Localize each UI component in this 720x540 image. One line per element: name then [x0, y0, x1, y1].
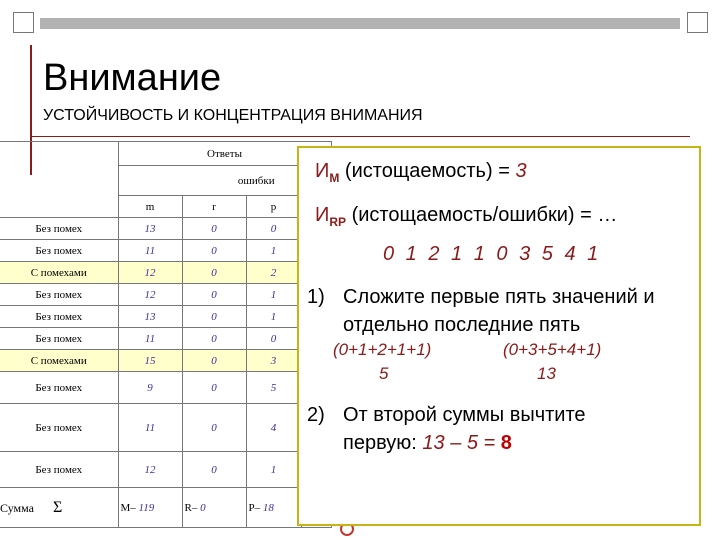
table-row — [0, 404, 331, 452]
header-bar — [40, 18, 680, 29]
sum-label-cell — [0, 488, 118, 528]
row-m: 15 — [118, 350, 182, 372]
row-label: Без помех — [0, 240, 118, 262]
sum-last-value: 13 — [537, 364, 556, 383]
row-m: 13 — [118, 218, 182, 240]
row-p: 1 — [246, 452, 301, 488]
table-row — [0, 284, 331, 306]
row-p: 1 — [246, 306, 301, 328]
slide-title: Внимание — [43, 57, 222, 99]
accent-horizontal-line — [30, 136, 690, 137]
row-label: Без помех — [0, 404, 118, 452]
table-row — [0, 372, 331, 404]
results-table — [0, 141, 332, 528]
row-r: 0 — [182, 350, 246, 372]
sum-last-expression: (0+3+5+4+1) — [503, 340, 602, 359]
row-label: С помехами — [0, 350, 118, 372]
header-col-m: m — [118, 196, 182, 218]
header-col-p: p — [246, 196, 301, 218]
row-label: Без помех — [0, 306, 118, 328]
sum-first-value: 5 — [379, 364, 389, 383]
step2-number: 2) — [307, 404, 325, 426]
row-p: 5 — [246, 372, 301, 404]
table-header-row-1 — [0, 142, 331, 166]
row-r: 0 — [182, 218, 246, 240]
table-row — [0, 452, 331, 488]
row-m: 11 — [118, 404, 182, 452]
row-p: 1 — [246, 240, 301, 262]
table-row-highlighted — [0, 350, 331, 372]
table-row-highlighted — [0, 262, 331, 284]
table-row — [0, 240, 331, 262]
explanation-box — [297, 146, 701, 526]
header-errors: ошибки — [182, 166, 331, 196]
row-r: 0 — [182, 328, 246, 350]
header-col-r: r — [182, 196, 246, 218]
sequence-values: 0 1 2 1 1 0 3 5 4 1 — [383, 243, 602, 265]
row-m: 12 — [118, 452, 182, 488]
table-row — [0, 218, 331, 240]
row-p: 2 — [246, 262, 301, 284]
row-r: 0 — [182, 372, 246, 404]
header-empty-cell — [0, 142, 118, 166]
sum-p-cell — [246, 488, 301, 528]
row-r: 0 — [182, 452, 246, 488]
row-label: Без помех — [0, 372, 118, 404]
sum-m-label: M– — [120, 501, 136, 514]
slide-subtitle: УСТОЙЧИВОСТЬ И КОНЦЕНТРАЦИЯ ВНИМАНИЯ — [43, 107, 423, 124]
step1-line1: Сложите первые пять значений и — [343, 286, 655, 308]
row-label: С помехами — [0, 262, 118, 284]
row-p: 3 — [246, 350, 301, 372]
im-formula: $И_M$ (истощаемость) = 3 — [315, 160, 527, 185]
row-r: 0 — [182, 404, 246, 452]
step2-line2: первую: 13 – 5 = 8 — [343, 432, 512, 454]
row-p: 1 — [246, 284, 301, 306]
step2-line1: От второй суммы вычтите — [343, 404, 586, 426]
row-r: 0 — [182, 240, 246, 262]
row-m: 9 — [118, 372, 182, 404]
sum-row — [0, 488, 331, 528]
sum-m-value: 119 — [138, 501, 155, 514]
row-label: Без помех — [0, 452, 118, 488]
sigma-symbol: Σ — [52, 498, 63, 516]
row-m: 12 — [118, 262, 182, 284]
step1-line2: отдельно последние пять — [343, 314, 581, 336]
row-label: Без помех — [0, 284, 118, 306]
table-header-row-2 — [0, 166, 331, 196]
corner-square-left — [13, 12, 34, 33]
sum-m-cell — [118, 488, 182, 528]
step1-number: 1) — [307, 286, 325, 308]
table-row — [0, 306, 331, 328]
sum-first-expression: (0+1+2+1+1) — [333, 340, 432, 359]
row-m: 12 — [118, 284, 182, 306]
row-m: 11 — [118, 240, 182, 262]
row-p: 4 — [246, 404, 301, 452]
row-label: Без помех — [0, 328, 118, 350]
row-label: Без помех — [0, 218, 118, 240]
header-empty-cell — [118, 166, 182, 196]
table-header-row-3 — [0, 196, 331, 218]
sum-label: Сумма — [0, 500, 34, 515]
row-r: 0 — [182, 262, 246, 284]
sum-p-value: 18 — [262, 501, 274, 514]
table-row — [0, 328, 331, 350]
header-answers: Ответы — [118, 142, 331, 166]
sum-r-value: 0 — [200, 501, 206, 514]
sum-p-label: P– — [248, 501, 261, 514]
row-m: 11 — [118, 328, 182, 350]
irp-formula: $И_{RP}$ (истощаемость/ошибки) = … — [315, 204, 618, 229]
header-empty-cell — [0, 166, 118, 196]
header-empty-cell — [0, 196, 118, 218]
sum-r-cell — [182, 488, 246, 528]
row-r: 0 — [182, 306, 246, 328]
row-r: 0 — [182, 284, 246, 306]
corner-square-right — [687, 12, 708, 33]
row-m: 13 — [118, 306, 182, 328]
row-p: 0 — [246, 218, 301, 240]
sum-r-label: R– — [184, 501, 198, 514]
row-p: 0 — [246, 328, 301, 350]
